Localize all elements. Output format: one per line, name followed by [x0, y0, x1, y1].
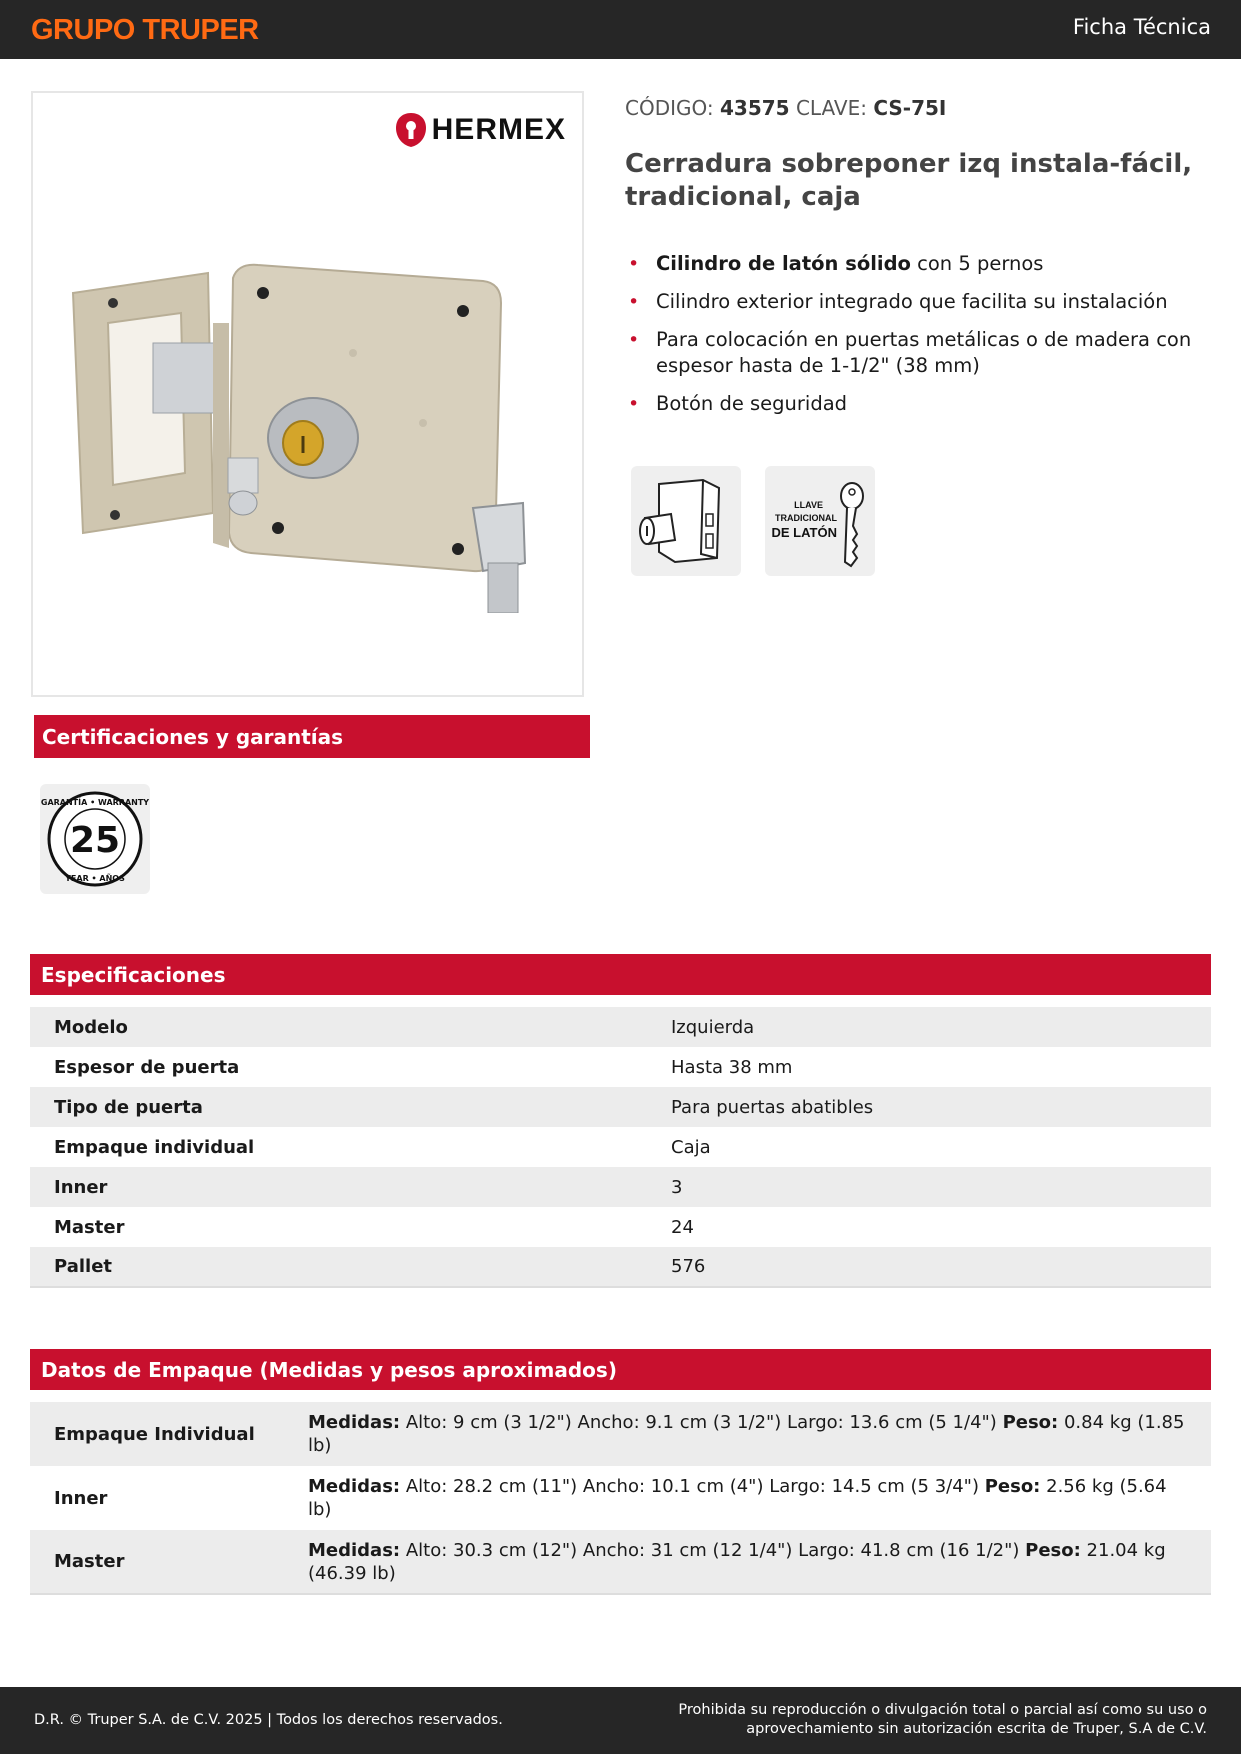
- table-row: [30, 1530, 1211, 1594]
- packaging-table: [30, 1402, 1211, 1595]
- weight-label: Peso:: [984, 1476, 1041, 1497]
- table-row: [30, 1247, 1211, 1287]
- spec-value: 3: [661, 1167, 1211, 1207]
- lock-product-illustration: [63, 253, 563, 613]
- package-label: Inner: [54, 1487, 108, 1509]
- package-label: Empaque Individual: [30, 1402, 308, 1466]
- list-item: • Botón de seguridad: [625, 391, 1225, 417]
- package-weight: 2.56 kg (5.64 lb): [308, 1476, 1167, 1520]
- spec-label: Espesor de puerta: [54, 1056, 240, 1078]
- packaging-heading: Datos de Empaque (Medidas y pesos aproximados): [30, 1349, 1211, 1390]
- brand-logo: GRUPO TRUPER: [31, 14, 259, 46]
- feature-list: [625, 251, 1225, 429]
- spec-value: Hasta 38 mm: [671, 1056, 793, 1078]
- hermex-logo: [394, 111, 566, 149]
- spec-label: Empaque individual: [54, 1136, 255, 1158]
- spec-value: Izquierda: [661, 1007, 1211, 1047]
- key-icon-text-2: TRADICIONAL: [775, 513, 837, 523]
- table-row: [30, 1047, 1211, 1087]
- spec-value: Caja: [671, 1136, 711, 1158]
- hermex-logo-text: HERMEX: [431, 113, 566, 146]
- list-item: • Cilindro exterior integrado que facilita su instalación: [625, 289, 1225, 315]
- weight-label: Peso:: [1002, 1412, 1059, 1433]
- brass-key-icon: [765, 466, 875, 576]
- package-details: [308, 1530, 1211, 1594]
- package-weight: 21.04 kg (46.39 lb): [308, 1539, 1166, 1584]
- package-details: [308, 1402, 1211, 1466]
- package-label: Master: [30, 1530, 308, 1594]
- spec-value: 576: [661, 1247, 1211, 1287]
- table-row: [30, 1007, 1211, 1047]
- bullet-bold-text: Cilindro de latón sólido: [656, 252, 911, 275]
- specifications-table: [30, 1007, 1211, 1288]
- footer-bar: [0, 1687, 1241, 1754]
- keyhole-icon: [394, 111, 428, 149]
- package-weight: 0.84 kg (1.85 lb): [308, 1412, 1185, 1456]
- spec-label: Pallet: [30, 1247, 661, 1287]
- warranty-bottom-text: YEAR • AÑOS: [65, 874, 125, 883]
- warranty-badge-icon: [40, 784, 150, 894]
- measures-label: Medidas:: [308, 1539, 401, 1561]
- product-image: [31, 91, 584, 697]
- lock-cylinder-icon: [631, 466, 741, 576]
- table-row: [30, 1402, 1211, 1466]
- table-row: [30, 1207, 1211, 1247]
- spec-label: Tipo de puerta: [30, 1087, 661, 1127]
- weight-label: Peso:: [1025, 1539, 1081, 1561]
- spec-value: Para puertas abatibles: [661, 1087, 1211, 1127]
- certifications-heading: Certificaciones y garantías: [34, 715, 590, 758]
- table-row: [30, 1466, 1211, 1530]
- spec-value: 24: [671, 1216, 694, 1238]
- list-item: [625, 251, 1225, 277]
- product-key: CS-75I: [873, 96, 947, 120]
- spec-label: Master: [54, 1216, 125, 1238]
- header-bar: [0, 0, 1241, 59]
- key-label: CLAVE:: [795, 96, 867, 120]
- table-row: [30, 1167, 1211, 1207]
- document-type: Ficha Técnica: [1072, 15, 1211, 39]
- warranty-years: 25: [69, 820, 121, 861]
- package-details: [308, 1466, 1211, 1530]
- measures-label: Medidas:: [308, 1476, 401, 1497]
- key-icon-text-1: LLAVE: [794, 500, 823, 510]
- package-measures: Alto: 9 cm (3 1/2") Ancho: 9.1 cm (3 1/2") Largo: 13.6 cm (5 1/4"): [400, 1412, 1003, 1433]
- product-code: 43575: [720, 96, 790, 120]
- code-label: CÓDIGO:: [625, 96, 714, 120]
- copyright-text: D.R. © Truper S.A. de C.V. 2025 | Todos los derechos reservados.: [34, 1712, 503, 1728]
- specifications-heading: Especificaciones: [30, 954, 1211, 995]
- product-title: Cerradura sobreponer izq instala-fácil, tradicional, caja: [625, 149, 1193, 212]
- list-item: • Para colocación en puertas metálicas o de madera con espesor hasta de 1-1/2" (38 mm): [625, 327, 1225, 379]
- spec-label: Modelo: [30, 1007, 661, 1047]
- product-codes: [625, 96, 946, 120]
- measures-label: Medidas:: [308, 1412, 401, 1433]
- package-measures: Alto: 28.2 cm (11") Ancho: 10.1 cm (4") Largo: 14.5 cm (5 3/4"): [400, 1476, 985, 1497]
- key-icon-text-3: DE LATÓN: [771, 525, 837, 540]
- warranty-top-text: GARANTÍA • WARRANTY: [40, 798, 150, 807]
- legal-notice: Prohibida su reproducción o divulgación total o parcial así como su uso o aprovechamiento sin autorización escrita de Truper, S.A de C.V.: [678, 1702, 1207, 1737]
- table-row: [30, 1127, 1211, 1167]
- bullet-text: con 5 pernos: [910, 252, 1044, 275]
- package-measures: Alto: 30.3 cm (12") Ancho: 31 cm (12 1/4") Largo: 41.8 cm (16 1/2"): [400, 1539, 1026, 1561]
- spec-label: Inner: [30, 1167, 661, 1207]
- table-row: [30, 1087, 1211, 1127]
